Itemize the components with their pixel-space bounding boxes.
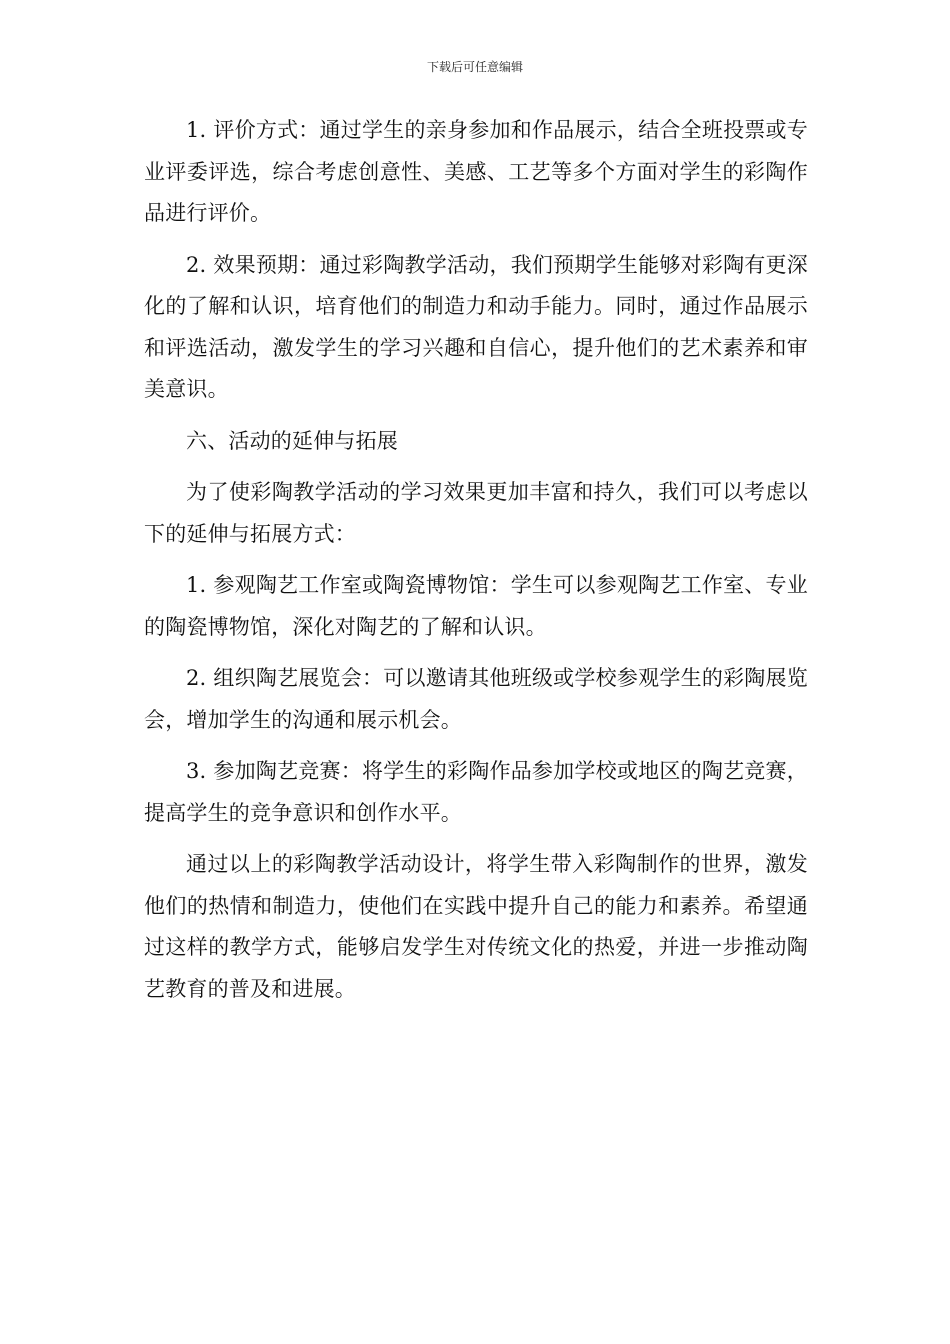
- section-heading-extension: 六、活动的延伸与拓展: [186, 428, 398, 453]
- paragraph-exhibition: 2. 组织陶艺展览会：可以邀请其他班级或学校参观学生的彩陶展览会，增加学生的沟通和展示机会。: [144, 666, 808, 732]
- paragraph-conclusion: 通过以上的彩陶教学活动设计，将学生带入彩陶制作的世界，激发他们的热情和制造力，使他们在实践中提升自己的能力和素养。希望通过这样的教学方式，能够启发学生对传统文化的热爱，并进一步推动陶艺教育的普及和进展。: [144, 852, 808, 1001]
- paragraph-competition: 3. 参加陶艺竞赛：将学生的彩陶作品参加学校或地区的陶艺竞赛，提高学生的竞争意识和创作水平。: [144, 759, 808, 825]
- paragraph-expected-effect: 2. 效果预期：通过彩陶教学活动，我们预期学生能够对彩陶有更深化的了解和认识，培育他们的制造力和动手能力。同时，通过作品展示和评选活动，激发学生的学习兴趣和自信心，提升他们的艺术素养和审美意识。: [144, 252, 808, 401]
- paragraph-evaluation-method: 1. 评价方式：通过学生的亲身参加和作品展示，结合全班投票或专业评委评选，综合考虑创意性、美感、工艺等多个方面对学生的彩陶作品进行评价。: [144, 118, 808, 225]
- paragraph-visit-studio: 1. 参观陶艺工作室或陶瓷博物馆：学生可以参观陶艺工作室、专业的陶瓷博物馆，深化对陶艺的了解和认识。: [144, 573, 808, 639]
- paragraph-extension-intro: 为了使彩陶教学活动的学习效果更加丰富和持久，我们可以考虑以下的延伸与拓展方式：: [144, 480, 808, 546]
- document-body: [144, 110, 808, 1020]
- page-header: 下载后可任意编辑: [426, 60, 523, 74]
